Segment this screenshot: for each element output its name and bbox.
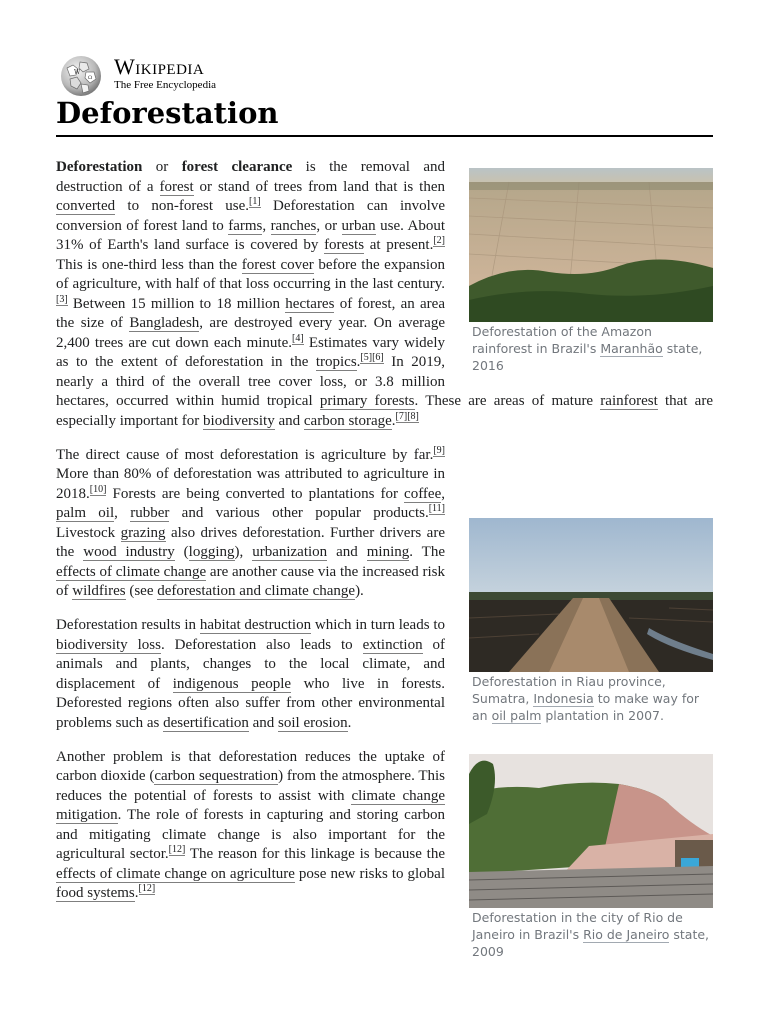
ref-4[interactable]: [4] [291,332,304,344]
rio-deforestation-image[interactable] [469,754,713,908]
link-farms[interactable]: farms [228,217,263,234]
caption-link-indonesia[interactable]: Indonesia [533,690,594,706]
site-tagline: The Free Encyclopedia [114,79,217,91]
paragraph-3: Deforestation results in habitat destruction which in turn leads to biodiversity loss. Deforestation also leads to extinction of animals and plants, changes to the local climate, and displacement of indigenous people who live in forests. Deforested regions often also suffer from other environmental problems such as desertification and soil erosion. [56,617,446,731]
ref-11[interactable]: [11] [428,503,446,515]
link-effects-of-climate-change-on-agriculture[interactable]: effects of climate change on agriculture [56,865,295,882]
figure-riau [469,518,713,724]
ref-5[interactable]: [5] [360,352,373,363]
link-forest-cover[interactable]: forest cover [241,256,314,273]
link-grazing[interactable]: grazing [120,524,166,541]
link-desertification[interactable]: desertification [163,714,249,731]
link-indigenous-people[interactable]: indigenous people [172,675,292,692]
page-title: Deforestation [56,93,713,137]
svg-text:Ω: Ω [88,75,93,81]
link-soil-erosion[interactable]: soil erosion [278,714,348,731]
article-body [56,158,713,960]
link-deforestation-and-climate-change[interactable]: deforestation and climate change [157,583,356,600]
figure-caption [469,672,713,724]
link-climate-change-mitigation[interactable]: climate change mitigation [56,787,445,824]
link-palm-oil[interactable]: palm oil [56,505,115,522]
link-converted[interactable]: converted [56,198,116,214]
wordmark[interactable] [114,56,216,92]
caption-link-oil-palm[interactable]: oil palm [491,707,542,723]
paragraph-2: The direct cause of most deforestation is agriculture by far.[9] More than 80% of deforestation was attributed to agriculture in 2018.[10] Forests are being converted to plantations for coffee, palm oil, rubber and various other popular products.[11] Livestock grazing also drives deforestation. Further drivers are the wood industry (logging), urbanization and mining. The effects of climate change are another cause via the increased risk of wildfires (see deforestation and climate change). [56,444,446,600]
caption-text: state, 2016 [472,341,703,373]
figure-amazon [469,168,713,374]
link-carbon-storage[interactable]: carbon storage [303,412,392,429]
amazon-deforestation-image[interactable] [469,168,713,322]
link-biodiversity-loss[interactable]: biodiversity loss [56,636,161,653]
ref-12[interactable]: [12] [138,883,156,895]
ref-6[interactable]: [6] [372,352,384,363]
figure-caption [469,908,713,960]
caption-link-rio-de-janeiro[interactable]: Rio de Janeiro [583,926,670,942]
link-forest[interactable]: forest [159,178,194,195]
link-biodiversity[interactable]: biodiversity [203,412,275,429]
bold-term: forest clearance [181,159,293,175]
ref-1[interactable]: [1] [249,196,261,207]
ref-12[interactable]: [12] [168,844,186,856]
caption-text: state, 2009 [472,926,710,959]
bold-term: Deforestation [56,159,143,175]
link-primary-forests[interactable]: primary forests [319,393,415,409]
site-name: Wikipedia [114,54,205,79]
ref-8[interactable]: [8] [407,410,419,422]
caption-text: to make way for an [472,690,700,723]
svg-text:W: W [74,69,81,76]
paragraph-1: Deforestation or forest clearance is the removal and destruction of a forest or stand of trees from land that is then converted to non-forest use.[1] Deforestation can involve conversion of forest land to farms, ranches, or urban use. About 31% of Earth's land surface is covered by forests at present.[2] This is one-third less than the forest cover before the expansion of agriculture, with half of that loss occurring in the last century.[3] Between 15 million to 18 million hectares of forest, an area the size of Bangladesh, are destroyed every year. On average 2,400 trees are cut down each minute.[4] Estimates vary widely as to the extent of deforestation in the tropics.[5][6] In 2019, nearly a third of the overall tree cover loss, or 3.8 million hectares, occurred within humid tropical primary forests. These are areas of mature rainforest that are especially important for biodiversity and carbon storage.[7][8] [56,159,713,429]
ref-9[interactable]: [9] [433,444,445,456]
link-coffee[interactable]: coffee [404,485,442,502]
link-tropics[interactable]: tropics [315,354,357,370]
link-mining[interactable]: mining [366,544,410,561]
ref-2[interactable]: [2] [433,235,445,246]
caption-text: Deforestation in Riau province, Sumatra, [472,673,666,706]
wikipedia-globe-logo[interactable] [56,54,106,98]
link-logging[interactable]: logging [188,544,235,561]
riau-deforestation-image[interactable] [469,518,713,672]
caption-text: Deforestation in the city of Rio de Janeiro in Brazil's [472,909,683,942]
figure-caption [469,322,713,374]
link-habitat-destruction[interactable]: habitat destruction [199,617,312,634]
ref-7[interactable]: [7] [395,410,408,422]
ref-10[interactable]: [10] [89,483,107,495]
link-wood-industry[interactable]: wood industry [83,544,175,561]
link-food-systems[interactable]: food systems [56,885,135,902]
link-urbanization[interactable]: urbanization [252,544,328,561]
link-bangladesh[interactable]: Bangladesh [129,315,200,331]
link-wildfires[interactable]: wildfires [72,583,126,600]
paragraph-4: Another problem is that deforestation reduces the uptake of carbon dioxide (carbon sequestration) from the atmosphere. This reduces the potential of forests to assist with climate change mitigation. The role of forests in capturing and storing carbon and mitigating climate change is also important for the agricultural sector.[12] The reason for this linkage is because the effects of climate change on agriculture pose new risks to global food systems.[12] [56,748,446,902]
caption-text: plantation in 2007. [541,707,664,723]
link-hectares[interactable]: hectares [285,295,335,312]
ref-3[interactable]: [3] [56,293,68,305]
link-rainforest[interactable]: rainforest [600,393,658,409]
link-forests[interactable]: forests [324,237,365,253]
link-rubber[interactable]: rubber [130,505,170,522]
link-ranches[interactable]: ranches [270,217,317,234]
caption-link-maranhao[interactable]: Maranhão [600,341,663,356]
caption-text: Deforestation of the Amazon rainforest in Brazil's [472,324,652,356]
link-effects-of-climate-change[interactable]: effects of climate change [56,563,207,580]
link-urban[interactable]: urban [341,217,376,234]
link-carbon-sequestration[interactable]: carbon sequestration [154,768,279,785]
figure-rio [469,754,713,960]
link-extinction[interactable]: extinction [362,636,423,653]
